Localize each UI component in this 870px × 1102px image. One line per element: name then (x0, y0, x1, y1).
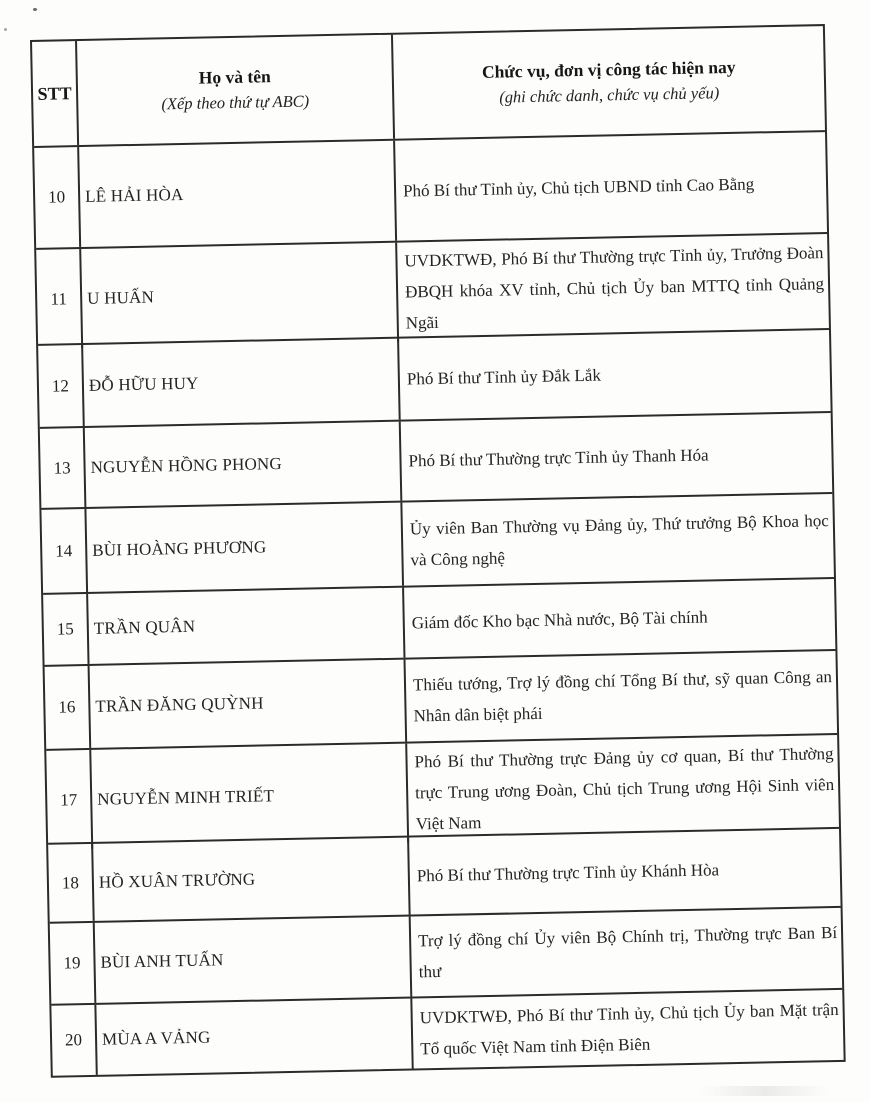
header-name-subtitle: (Xếp theo thứ tự ABC) (161, 91, 310, 114)
cell-name (93, 838, 410, 921)
person-name: NGUYỄN HỒNG PHONG (90, 453, 283, 477)
row-number: 17 (60, 789, 78, 810)
person-name: BÙI HOÀNG PHƯƠNG (92, 536, 267, 560)
cell-position (407, 735, 839, 843)
cell-position (402, 494, 834, 586)
person-name: LÊ HẢI HÒA (84, 184, 184, 206)
person-name: TRẦN ĐĂNG QUỲNH (95, 693, 264, 716)
person-position: UVDKTWĐ, Phó Bí thư Thường trực Tỉnh ủy, Trưởng Đoàn ĐBQH khóa XV tỉnh, Chủ tịch Ủy ban MTTQ tỉnh Quảng Ngãi (404, 243, 825, 333)
cell-position (397, 234, 829, 342)
person-position: Thiếu tướng, Trợ lý đồng chí Tổng Bí thư, sỹ quan Công an Nhân dân biệt phái (412, 667, 833, 726)
row-number: 11 (50, 288, 68, 309)
cell-position (399, 330, 831, 420)
cell-name (83, 339, 401, 426)
header-stt-label: STT (37, 82, 72, 104)
cell-stt (48, 844, 95, 922)
row-number: 10 (47, 187, 66, 207)
person-position: Phó Bí thư Tỉnh ủy Đắk Lắk (406, 365, 602, 389)
cell-name (79, 141, 397, 247)
person-position: Phó Bí thư Thường trực Tỉnh ủy Thanh Hóa (408, 445, 709, 471)
table-row (41, 494, 834, 595)
scan-speck-icon (33, 8, 37, 11)
cell-position (404, 579, 835, 658)
person-name: BÙI ANH TUẤN (100, 950, 224, 972)
header-name-title: Họ và tên (198, 66, 271, 88)
cell-stt (45, 666, 92, 749)
cell-name (86, 503, 404, 592)
header-position-title: Chức vụ, đơn vị công tác hiện nay (481, 56, 736, 82)
cell-name (96, 999, 413, 1075)
table-container (30, 24, 846, 1078)
cell-stt (43, 594, 89, 665)
person-position: Phó Bí thư Tỉnh ủy, Chủ tịch UBND tỉnh Cao Bằng (402, 173, 755, 201)
table-header-row (32, 26, 825, 148)
person-position: Phó Bí thư Thường trực Tỉnh ủy Khánh Hòa (416, 860, 720, 886)
table-row (45, 651, 838, 751)
cell-name (85, 422, 403, 507)
person-name: U HUẤN (86, 287, 155, 308)
table-row (50, 908, 842, 1006)
cell-name (88, 588, 405, 664)
person-position: Trợ lý đồng chí Ủy viên Bộ Chính trị, Thường trực Ban Bí thư (417, 922, 838, 982)
cell-stt (51, 1005, 97, 1076)
cell-position (406, 651, 838, 742)
cell-position (395, 132, 827, 241)
cell-name (95, 917, 413, 1003)
cell-stt (36, 249, 83, 349)
table-row (51, 990, 843, 1076)
table-row (34, 132, 827, 250)
cell-stt (40, 428, 87, 508)
person-position: Ủy viên Ban Thường vụ Đảng ủy, Thứ trưởng Bộ Khoa học và Công nghệ (409, 510, 829, 569)
cell-position (411, 908, 843, 997)
person-position: Phó Bí thư Thường trực Đảng ủy cơ quan, Bí thư Thường trực Trung ương Đoàn, Chủ tịch Trung ương Hội Sinh viên Việt Nam (414, 744, 835, 834)
cell-stt (50, 923, 97, 1004)
person-name: ĐỖ HỮU HUY (88, 373, 199, 395)
scan-smudge (700, 1086, 830, 1096)
row-number: 18 (61, 872, 80, 893)
cell-position (409, 829, 840, 915)
cell-name (81, 243, 399, 348)
person-position: Giám đốc Kho bạc Nhà nước, Bộ Tài chính (411, 607, 708, 632)
person-name: TRẦN QUÂN (93, 616, 196, 638)
cell-stt (34, 147, 81, 248)
cell-name (90, 660, 408, 748)
header-cell-stt (32, 41, 79, 146)
row-number: 12 (51, 375, 70, 396)
person-name: MÙA A VẢNG (101, 1027, 211, 1049)
row-number: 19 (63, 953, 81, 973)
cell-stt (46, 750, 93, 850)
table-row (40, 413, 832, 510)
table-row (36, 234, 829, 346)
person-name: NGUYỄN MINH TRIẾT (97, 785, 275, 809)
cell-position (412, 990, 843, 1069)
table-body (34, 132, 843, 1076)
row-number: 20 (64, 1030, 83, 1050)
row-number: 14 (55, 540, 73, 561)
officials-table (30, 24, 846, 1078)
header-cell-name (77, 35, 395, 145)
person-position: UVDKTWĐ, Phó Bí thư Tỉnh ủy, Chủ tịch Ủy ban Mặt trận Tổ quốc Việt Nam tỉnh Điện Biên (419, 999, 839, 1059)
table-row (38, 330, 831, 429)
header-cell-position (393, 26, 825, 139)
table-row (46, 735, 839, 845)
cell-name (91, 744, 409, 849)
row-number: 13 (53, 457, 71, 478)
person-name: HỒ XUÂN TRƯỜNG (98, 869, 256, 892)
header-position-subtitle: (ghi chức danh, chức vụ chủ yếu) (499, 83, 720, 107)
row-number: 16 (58, 697, 76, 717)
cell-position (401, 413, 832, 501)
scan-speck-icon (4, 28, 7, 31)
cell-stt (38, 345, 85, 427)
row-number: 15 (56, 619, 75, 639)
cell-stt (41, 509, 88, 593)
